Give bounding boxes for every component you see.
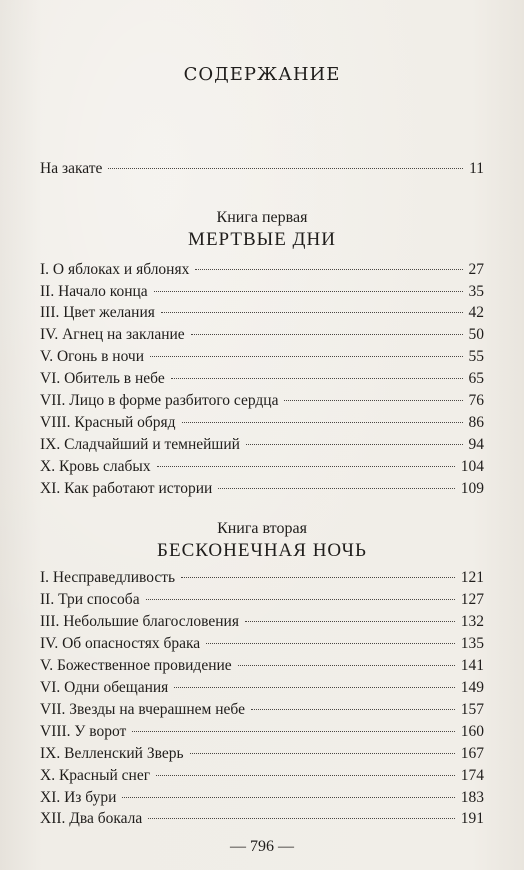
toc-title: СОДЕРЖАНИЕ [183,64,341,85]
toc-entry [40,390,484,412]
leader-dots [191,334,463,335]
toc-entry-label: VI. Одни обещания [40,679,169,696]
toc-entry-page: 50 [468,326,484,343]
toc-entry [40,633,484,655]
toc-entry-label: V. Огонь в ночи [40,348,145,365]
book2-subtitle: Книга вторая [217,520,307,537]
toc-entry-page: 55 [468,348,484,365]
toc-entry-page: 121 [460,569,484,586]
toc-entry [40,611,484,633]
leader-dots [171,378,463,379]
toc-entry-page: 86 [468,414,484,431]
leader-dots [195,269,462,270]
toc-entry-page: 149 [460,679,484,696]
toc-entry [40,765,484,787]
leader-dots [246,444,463,445]
toc-entry [40,368,484,390]
toc-entry [40,699,484,721]
toc-entry-label: V. Божественное провидение [40,657,232,674]
toc-entry-page: 160 [460,723,484,740]
toc-entry [40,787,484,809]
toc-entry-label: XI. Из бури [40,789,117,806]
leader-dots [150,356,462,357]
toc-entry-label: I. О яблоках и яблонях [40,261,190,278]
toc-entry-label: II. Три способа [40,591,140,608]
leader-dots [154,291,463,292]
toc-entry-label: VI. Обитель в небе [40,370,165,387]
toc-entry-page: 157 [460,701,484,718]
book1-subtitle: Книга первая [216,209,308,226]
toc-entry-label: IX. Велленский Зверь [40,745,184,762]
leader-dots [251,709,455,710]
toc-entry-label: III. Цвет желания [40,304,155,321]
leader-dots [148,818,454,819]
leader-dots [122,797,454,798]
toc-entry-label: X. Кровь слабых [40,458,151,475]
leader-dots [157,466,455,467]
toc-entry-label: VII. Лицо в форме разбитого сердца [40,392,279,409]
leader-dots [238,665,455,666]
toc-entry-label: IV. Агнец на заклание [40,326,185,343]
toc-entry [40,259,484,281]
toc-entry-label: IV. Об опасностях брака [40,635,201,652]
toc-entry-label: IX. Сладчайший и темнейший [40,436,240,453]
toc-entry [40,478,484,500]
toc-entry [40,346,484,368]
leader-dots [174,687,454,688]
toc-entry [40,412,484,434]
toc-entry-label: VIII. Красный обряд [40,414,176,431]
toc-entry-page: 104 [460,458,484,475]
toc-entry-prologue [40,158,484,180]
toc-entry-label: На закате [40,160,103,177]
toc-entry-page: 94 [468,436,484,453]
leader-dots [181,577,455,578]
leader-dots [245,621,455,622]
toc-entry-page: 42 [468,304,484,321]
toc-entry [40,567,484,589]
leader-dots [206,643,455,644]
toc-entry [40,456,484,478]
toc-entry [40,589,484,611]
toc-entry-label: VIII. У ворот [40,723,127,740]
toc-entry [40,434,484,456]
toc-entry [40,721,484,743]
toc-entry [40,324,484,346]
page-number: — 796 — [230,838,294,855]
leader-dots [190,753,455,754]
toc-entry [40,281,484,303]
toc-entry-page: 109 [460,480,484,497]
toc-entry [40,677,484,699]
toc-entry [40,808,484,830]
toc-entry-label: XII. Два бокала [40,810,143,827]
toc-entry-page: 11 [469,160,484,177]
toc-entry-label: X. Красный снег [40,767,151,784]
toc-entry-page: 191 [460,810,484,827]
toc-entry-page: 141 [460,657,484,674]
toc-entry [40,302,484,324]
toc-entry [40,743,484,765]
toc-entry-page: 65 [468,370,484,387]
toc-entry-page: 135 [460,635,484,652]
toc-entry-page: 35 [468,283,484,300]
toc-entry-label: I. Несправедливость [40,569,176,586]
toc-entry-page: 132 [460,613,484,630]
book1-title: МЕРТВЫЕ ДНИ [188,229,336,250]
leader-dots [156,775,455,776]
leader-dots [218,488,454,489]
toc-entry-label: II. Начало конца [40,283,148,300]
leader-dots [146,599,455,600]
toc-entry-page: 127 [460,591,484,608]
toc-entry [40,655,484,677]
leader-dots [182,422,463,423]
book2-title: БЕСКОНЕЧНАЯ НОЧЬ [157,540,367,561]
toc-entry-label: VII. Звезды на вчерашнем небе [40,701,245,718]
toc-entry-page: 174 [460,767,484,784]
toc-entry-label: XI. Как работают истории [40,480,213,497]
leader-dots [161,312,463,313]
toc-entry-page: 183 [460,789,484,806]
leader-dots [108,168,463,169]
leader-dots [284,400,462,401]
toc-entry-page: 27 [468,261,484,278]
toc-entry-label: III. Небольшие благословения [40,613,239,630]
toc-entry-page: 167 [460,745,484,762]
toc-entry-page: 76 [468,392,484,409]
leader-dots [132,731,454,732]
